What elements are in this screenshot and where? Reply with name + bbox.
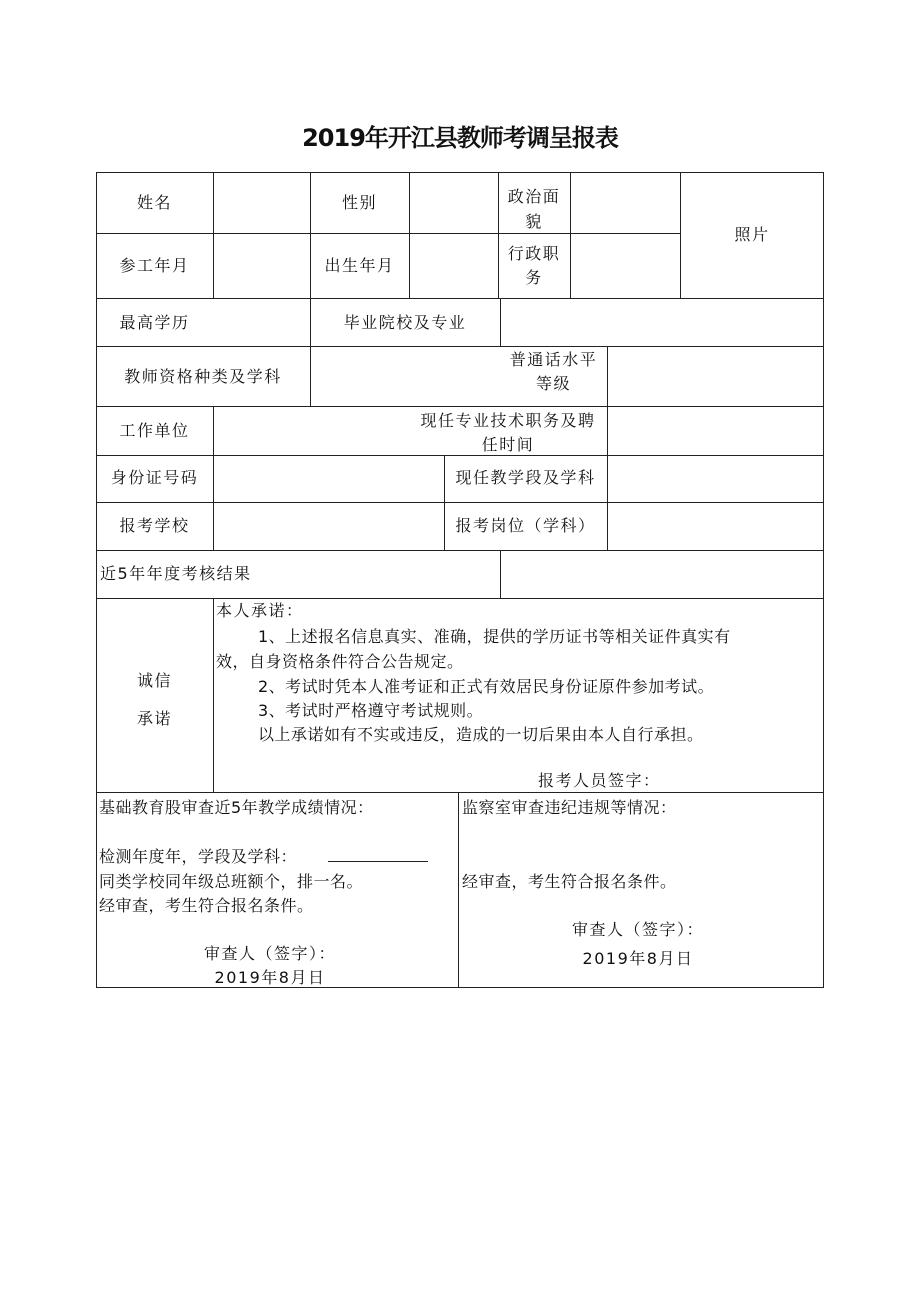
- label-id-number: 身份证号码: [110, 468, 199, 487]
- pledge-item-2: 2、考试时凭本人准考证和正式有效居民身份证原件参加考试。: [258, 677, 715, 696]
- supervision-review-date: 2019年8月日: [582, 949, 694, 968]
- education-review-signer: 审查人（签字）：: [203, 944, 336, 963]
- row-divider: [96, 346, 824, 347]
- pledge-item-3: 3、考试时严格遵守考试规则。: [258, 701, 484, 720]
- column-divider: [409, 172, 410, 298]
- label-admin-line2: 务: [525, 268, 543, 287]
- education-review-line3: 经审查，考生符合报名条件。: [99, 896, 314, 915]
- supervision-review-line1: 经审查，考生符合报名条件。: [462, 872, 677, 891]
- column-divider: [607, 346, 608, 550]
- education-review-date: 2019年8月日: [214, 968, 326, 987]
- education-review-line1: 检测年度年，学段及学科：: [99, 847, 298, 866]
- label-mandarin-line2: 等级: [535, 374, 571, 393]
- label-workplace: 工作单位: [119, 421, 190, 440]
- label-education: 最高学历: [119, 313, 190, 332]
- education-review-heading: 基础教育股审查近5年教学成绩情况：: [99, 798, 374, 817]
- label-work-start: 参工年月: [119, 256, 190, 275]
- label-birth: 出生年月: [324, 256, 395, 275]
- label-apply-post: 报考岗位（学科）: [455, 516, 596, 535]
- row-divider: [96, 502, 824, 503]
- blank-underline: [328, 861, 428, 862]
- pledge-label-line1: 诚信: [136, 671, 172, 690]
- pledge-item-1a: 1、上述报名信息真实、准确，提供的学历证书等相关证件真实有: [258, 627, 731, 646]
- column-divider: [570, 172, 571, 298]
- label-assessment: 近5年年度考核结果: [100, 564, 252, 583]
- label-school-major: 毕业院校及专业: [343, 313, 467, 332]
- column-divider: [500, 298, 501, 346]
- label-title-time-line2: 任时间: [481, 435, 535, 454]
- supervision-review-signer: 审查人（签字）：: [571, 920, 704, 939]
- label-title-time-line1: 现任专业技术职务及聘: [420, 411, 596, 430]
- pledge-intro: 本人承诺：: [216, 601, 304, 620]
- row-divider: [96, 406, 824, 407]
- row-divider: [96, 792, 824, 793]
- label-political-line2: 貌: [525, 212, 543, 231]
- pledge-label-line2: 承诺: [136, 709, 172, 728]
- row-divider: [96, 298, 824, 299]
- label-apply-school: 报考学校: [119, 516, 190, 535]
- label-photo: 照片: [734, 225, 770, 244]
- label-gender: 性别: [341, 193, 377, 212]
- label-political-line1: 政治面: [507, 187, 561, 206]
- column-divider: [458, 792, 459, 988]
- supervision-review-heading: 监察室审查违纪违规等情况：: [462, 798, 677, 817]
- education-review-line2: 同类学校同年级总班额个，排一名。: [99, 872, 364, 891]
- row-divider: [96, 455, 824, 456]
- row-divider: [96, 598, 824, 599]
- label-current-subject: 现任教学段及学科: [455, 468, 596, 487]
- pledge-item-1b: 效，自身资格条件符合公告规定。: [216, 652, 464, 671]
- column-divider: [500, 550, 501, 598]
- label-admin-line1: 行政职: [507, 244, 561, 263]
- pledge-closing: 以上承诺如有不实或违反，造成的一切后果由本人自行承担。: [258, 725, 704, 744]
- row-divider: [96, 233, 680, 234]
- label-name: 姓名: [136, 193, 172, 212]
- label-qualification: 教师资格种类及学科: [124, 367, 282, 386]
- form-title: 2019年开江县教师考调呈报表: [302, 124, 618, 152]
- column-divider: [213, 172, 214, 298]
- pledge-signature: 报考人员签字：: [538, 771, 661, 790]
- column-divider: [213, 406, 214, 550]
- row-divider: [96, 550, 824, 551]
- column-divider: [213, 598, 214, 792]
- label-mandarin-line1: 普通话水平: [509, 350, 598, 369]
